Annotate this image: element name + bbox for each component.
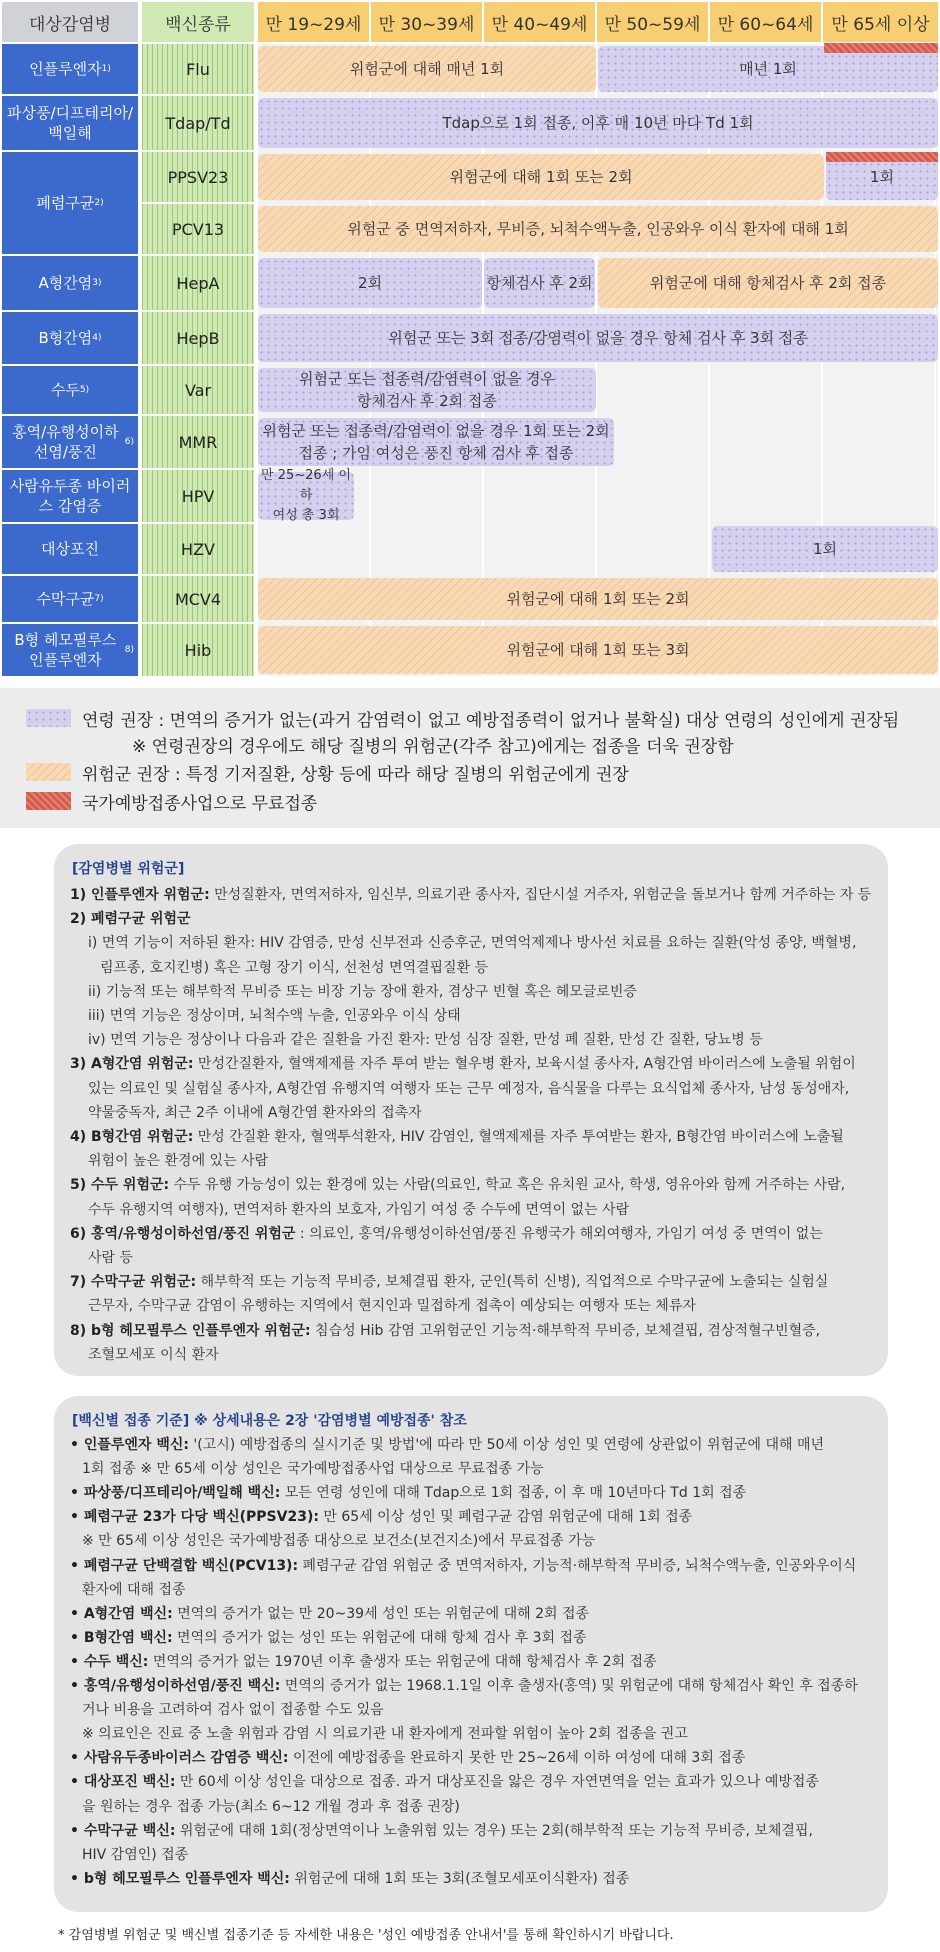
box2-line-label: • 수막구균 백신: — [70, 1822, 176, 1839]
box2-line — [82, 1530, 595, 1550]
box1-line-text: 조혈모세포 이식 환자 — [88, 1346, 219, 1363]
box1-line-text: 침습성 Hib 감염 고위험군인 기능적·해부학적 무비증, 보체결핍, 겸상적혈구빈혈증, — [310, 1322, 821, 1339]
box1-line — [100, 957, 488, 977]
box2-line-text: ※ 만 65세 이상 성인은 국가예방접종 대상으로 보건소(보건지소)에서 무료접종 가능 — [82, 1533, 596, 1550]
legend-free-text: 국가예방접종사업으로 무료접종 — [82, 794, 318, 814]
disease-varicella: 수두 5) — [2, 366, 138, 414]
box1-line-text: 근무자, 수막구균 감염이 유행하는 지역에서 현지인과 밀접하게 접촉이 예상되는 여행자 또는 체류자 — [88, 1298, 696, 1315]
box1-line — [70, 1053, 856, 1073]
bar-hib: 위험군에 대해 1회 또는 3회 — [258, 626, 938, 674]
disease-influenza: 인플루엔자 1) — [2, 44, 138, 94]
box2-line — [70, 1747, 745, 1767]
box2-line — [82, 1844, 188, 1864]
box1-line — [88, 1247, 133, 1267]
box2-line — [70, 1506, 692, 1526]
box2-line-text: 폐렴구균 감염 위험군 중 면역저하자, 기능적·해부학적 무비증, 뇌척수액누출, 인공와우이식 — [298, 1557, 857, 1574]
disease-hib: B형 헤모필루스 인플루엔자 8) — [2, 624, 138, 676]
box2-line-text: 위험군에 대해 1회(정상면역이나 노출위험 있는 경우) 또는 2회(해부학적 또는 기능적 무비증, 보체결핍, — [175, 1822, 813, 1839]
box2-line-label: • 인플루엔자 백신: — [70, 1437, 189, 1453]
box1-line-label: 7) 수막구균 위험군: — [70, 1274, 197, 1291]
bar-hzv: 1회 — [712, 526, 938, 572]
footnote: * 감염병별 위험군 및 백신별 접종기준 등 자세한 내용은 '성인 예방접종 안내서'를 통해 확인하시기 바랍니다. — [58, 1928, 674, 1943]
disease-tdap: 파상풍/디프테리아/백일해 — [2, 96, 138, 150]
bar-ppsv-age: 1회 — [826, 154, 938, 200]
header-age-50-59: 만 50~59세 — [597, 2, 708, 42]
legend-risk-swatch — [26, 763, 71, 781]
box1-line-text: iii) 면역 기능은 정상이며, 뇌척수액 누출, 인공와우 이식 상태 — [88, 1008, 461, 1024]
legend — [0, 688, 940, 828]
box1-line — [88, 1150, 268, 1170]
box2-line-text: ※ 의료인은 진료 중 노출 위험과 감염 시 의료기관 내 환자에게 전파할 위험이 높아 2회 접종을 권고 — [82, 1726, 688, 1743]
box1-line-text: 수두 유행 가능성이 있는 환경에 있는 사람(의료인, 학교 혹은 유치원 교사, 학생, 영유아와 함께 거주하는 사람, — [169, 1177, 846, 1194]
header-age-30-39: 만 30~39세 — [371, 2, 482, 42]
vaccine-hib: Hib — [142, 624, 254, 676]
box2-line-label: • B형간염 백신: — [70, 1629, 173, 1646]
box1-line — [70, 884, 871, 904]
vaccine-var: Var — [142, 366, 254, 414]
bar-hpv — [258, 468, 354, 523]
box2-line-label: • 수두 백신: — [70, 1653, 149, 1670]
vaccine-hpv: HPV — [142, 470, 254, 522]
header-disease: 대상감염병 — [2, 2, 138, 42]
box1-line — [88, 932, 856, 952]
box1-line — [70, 908, 191, 928]
bar-hepa-risk: 위험군에 대해 항체검사 후 2회 접종 — [598, 258, 938, 308]
box2-line-label: • 폐렴구균 단백결합 백신(PCV13): — [70, 1557, 299, 1574]
box1-line — [88, 1029, 763, 1049]
box1-line-text: iv) 면역 기능은 정상이나 다음과 같은 질환을 가진 환자: 만성 심장 질환, 만성 폐 질환, 만성 간 질환, 당뇨병 등 — [88, 1032, 763, 1049]
vaccine-criteria-note: ※ 상세내용은 2장 '감염병별 예방접종' 참조 — [189, 1413, 467, 1429]
box1-line-text: : 의료인, 홍역/유행성이하선염/풍진 유행국가 해외여행자, 가임기 여성 중 면역이 없는 — [295, 1225, 823, 1242]
box2-line — [70, 1434, 824, 1454]
box2-line-text: 환자에 대해 접종 — [82, 1581, 186, 1598]
vaccine-hepb: HepB — [142, 312, 254, 364]
box2-line-label: • 홍역/유행성이하선염/풍진 백신: — [70, 1678, 281, 1694]
vaccine-criteria-box — [54, 1396, 888, 1912]
legend-risk-text: 위험군 권장 : 특정 기저질환, 상황 등에 따라 해당 질병의 위험군에게 권장 — [82, 765, 629, 785]
box1-line-label: 6) 홍역/유행성이하선염/풍진 위험군 — [70, 1225, 296, 1242]
box2-line — [70, 1771, 819, 1791]
disease-pneumococcal: 폐렴구균 2) — [2, 152, 138, 254]
box1-line-text: 수두 유행지역 여행자), 면역저하 환자의 보호자, 가임기 여성 중 수두에 면역이 없는 사람 — [88, 1201, 630, 1218]
legend-age-swatch — [26, 709, 71, 727]
box1-line-text: 해부학적 또는 기능적 무비증, 보체결핍 환자, 군인(특히 신병), 직업적으로 수막구균에 노출되는 실험실 — [196, 1274, 829, 1291]
bar-flu-risk: 위험군에 대해 매년 1회 — [258, 46, 596, 92]
box1-line-label: 5) 수두 위험군: — [70, 1177, 170, 1194]
bar-hpv-line1: 만 25~26세 이하 — [261, 468, 351, 503]
box1-line-text: 사람 등 — [88, 1250, 134, 1266]
box1-line-text: 림프종, 호지킨병) 혹은 고형 장기 이식, 선천성 면역결핍질환 등 — [100, 959, 489, 976]
box2-line-label: • 파상풍/디프테리아/백일해 백신: — [70, 1485, 281, 1502]
bar-hepa-age: 2회 — [258, 258, 482, 308]
box2-line — [70, 1820, 813, 1840]
box2-line-label: • 사람유두종바이러스 감염증 백신: — [70, 1750, 289, 1767]
box2-line-text: 면역의 증거가 없는 성인 또는 위험군에 대해 항체 검사 후 3회 접종 — [172, 1629, 587, 1646]
disease-meningococcal: 수막구균 7) — [2, 576, 138, 622]
disease-mmr: 홍역/유행성이하선염/풍진 6) — [2, 416, 138, 468]
bar-pcv13: 위험군 중 면역저하자, 무비증, 뇌척수액누출, 인공와우 이식 환자에 대해 1회 — [258, 206, 938, 252]
box2-line-text: HIV 감염인) 접종 — [82, 1846, 189, 1863]
legend-age-text: 연령 권장 : 면역의 증거가 없는(과거 감염력이 없고 예방접종력이 없거나 불확실) 대상 연령의 성인에게 권장됨 — [82, 711, 900, 731]
box2-line — [70, 1603, 589, 1623]
vaccine-hepa: HepA — [142, 256, 254, 310]
box2-line-label: • A형간염 백신: — [70, 1605, 173, 1622]
disease-hpv: 사람유두종 바이러스 감염증 — [2, 470, 138, 522]
box2-line-text: 면역의 증거가 없는 만 20~39세 성인 또는 위험군에 대해 2회 접종 — [172, 1605, 590, 1622]
vaccine-pcv13: PCV13 — [142, 204, 254, 254]
box1-line — [88, 1295, 696, 1315]
box2-line-text: 면역의 증거가 없는 1968.1.1일 이후 출생자(홍역) 및 위험군에 대해 항체검사 확인 후 접종하 — [280, 1678, 858, 1694]
bar-ppsv-risk: 위험군에 대해 1회 또는 2회 — [258, 154, 824, 200]
header-age-65-plus: 만 65세 이상 — [823, 2, 938, 42]
box2-line-text: 만 65세 이상 성인 및 폐렴구균 감염 위험군에 대해 1회 접종 — [318, 1509, 693, 1526]
box2-line — [70, 1651, 657, 1671]
box1-line-label: 1) 인플루엔자 위험군: — [70, 887, 210, 903]
header-age-60-64: 만 60~64세 — [710, 2, 821, 42]
bar-varicella-line1: 위험군 또는 접종력/감염력이 없을 경우 — [299, 370, 555, 388]
box1-line — [70, 1174, 845, 1194]
box1-line-text: ii) 기능적 또는 해부학적 무비증 또는 비장 기능 장애 환자, 겸상구 빈혈 혹은 헤모글로빈증 — [88, 983, 637, 1000]
box2-line — [70, 1555, 856, 1575]
header-age-19-29: 만 19~29세 — [258, 2, 369, 42]
box1-line-label: 3) A형간염 위험군: — [70, 1056, 194, 1073]
box2-line-text: 면역의 증거가 없는 1970년 이후 출생자 또는 위험군에 대해 항체검사 후 2회 접종 — [148, 1653, 657, 1670]
box2-line-text: 1회 접종 ※ 만 65세 이상 성인은 국가예방접종사업 대상으로 무료접종 가능 — [82, 1461, 544, 1478]
bar-flu-age: 매년 1회 — [598, 46, 938, 92]
ppsv-free-marker — [826, 152, 938, 162]
box2-line-text: 이전에 예방접종을 완료하지 못한 만 25~26세 이하 여성에 대해 3회 접종 — [288, 1750, 746, 1767]
box1-line-text: 만성간질환자, 혈액제제를 자주 투여 받는 혈우병 환자, 보육시설 종사자, A형간염 바이러스에 노출될 위험이 — [193, 1056, 856, 1073]
bar-mcv4: 위험군에 대해 1회 또는 2회 — [258, 578, 938, 620]
box1-line — [70, 1126, 844, 1146]
bar-varicella-line2: 항체검사 후 2회 접종 — [357, 392, 497, 410]
vaccine-flu: Flu — [142, 44, 254, 94]
box1-line-text: i) 면역 기능이 저하된 환자: HIV 감염증, 만성 신부전과 신증후군, 면역억제제나 방사선 치료를 요하는 질환(악성 종양, 백혈병, — [88, 935, 857, 952]
box1-line-label: 8) b형 헤모필루스 인플루엔자 위험군: — [70, 1322, 311, 1339]
box2-line — [82, 1579, 186, 1599]
risk-group-title: [감염병별 위험군] — [72, 861, 185, 877]
box2-line-text: 을 원하는 경우 접종 가능(최소 6~12 개월 경과 후 접종 권장) — [82, 1798, 460, 1815]
box1-line-label: 2) 폐렴구균 위험군 — [70, 911, 191, 928]
risk-group-box — [54, 844, 888, 1376]
vaccine-tdap: Tdap/Td — [142, 96, 254, 150]
box2-line — [82, 1796, 460, 1816]
bar-mmr — [258, 418, 614, 466]
vaccination-schedule-table — [0, 0, 940, 676]
box2-line-text: 위험군에 대해 1회 또는 3회(조혈모세포이식환자) 접종 — [289, 1870, 630, 1887]
bar-mmr-line2: 접종 ; 가임 여성은 풍진 항체 검사 후 접종 — [298, 444, 574, 462]
box1-line-text: 만성질환자, 면역저하자, 임신부, 의료기관 종사자, 집단시설 거주자, 위험군을 돌보거나 함께 거주하는 자 등 — [209, 887, 872, 903]
box1-line — [70, 1223, 823, 1243]
box2-line — [82, 1723, 688, 1743]
box1-line — [88, 1102, 422, 1122]
header-age-40-49: 만 40~49세 — [484, 2, 595, 42]
box2-line — [70, 1627, 587, 1647]
flu-free-marker — [824, 43, 938, 53]
disease-hepatitis-b: B형간염 4) — [2, 312, 138, 364]
box2-line-text: 거나 비용을 고려하여 검사 없이 접종할 수도 있음 — [82, 1702, 384, 1719]
box2-line — [70, 1675, 858, 1695]
bar-hepa-antibody: 항체검사 후 2회 — [484, 258, 595, 308]
box2-line — [70, 1482, 746, 1502]
vaccine-criteria-title: [백신별 접종 기준] — [72, 1413, 190, 1429]
box1-line — [88, 1199, 629, 1219]
bar-varicella — [258, 368, 596, 412]
vaccine-mcv4: MCV4 — [142, 576, 254, 622]
box2-line-label: • b형 헤모필루스 인플루엔자 백신: — [70, 1870, 290, 1887]
box1-line-label: 4) B형간염 위험군: — [70, 1129, 194, 1145]
legend-free-swatch — [26, 792, 71, 810]
vaccine-criteria-heading — [72, 1410, 467, 1430]
box1-line-text: 위험이 높은 환경에 있는 사람 — [88, 1153, 269, 1170]
box1-line — [70, 1320, 820, 1340]
box1-line-text: 약물중독자, 최근 2주 이내에 A형간염 환자와의 접촉자 — [88, 1104, 422, 1121]
bar-hepb: 위험군 또는 3회 접종/감염력이 없을 경우 항체 검사 후 3회 접종 — [258, 314, 938, 362]
disease-hepatitis-a: A형간염 3) — [2, 256, 138, 310]
box2-line — [70, 1868, 629, 1888]
box1-line — [88, 1005, 461, 1025]
box2-line-text: '(고시) 예방접종의 실시기준 및 방법'에 따라 만 50세 이상 성인 및 연령에 상관없이 위험군에 대해 매년 — [188, 1437, 825, 1453]
box2-line-text: 만 60세 이상 성인을 대상으로 접종. 과거 대상포진을 앓은 경우 자연면역을 얻는 효과가 있으나 예방접종 — [175, 1774, 819, 1791]
box2-line-text: 모든 연령 성인에 대해 Tdap으로 1회 접종, 이 후 매 10년마다 Td 1회 접종 — [280, 1485, 747, 1502]
box1-line-text: 만성 간질환 환자, 혈액투석환자, HIV 감염인, 혈액제제를 자주 투여받는 환자, B형간염 바이러스에 노출될 — [193, 1129, 844, 1145]
vaccine-mmr: MMR — [142, 416, 254, 468]
bar-mmr-line1: 위험군 또는 접종력/감염력이 없을 경우 1회 또는 2회 — [262, 422, 610, 440]
box1-line — [70, 1271, 828, 1291]
legend-age-note: ※ 연령권장의 경우에도 해당 질병의 위험군(각주 참고)에게는 접종을 더욱 권장함 — [132, 737, 734, 757]
box1-line — [88, 1078, 849, 1098]
box2-line — [82, 1699, 384, 1719]
bar-tdap: Tdap으로 1회 접종, 이후 매 10년 마다 Td 1회 — [258, 98, 938, 148]
box1-line — [88, 1344, 219, 1364]
box1-line-text: 있는 의료인 및 실험실 종사자, A형간염 유행지역 여행자 또는 근무 예정자, 음식물을 다루는 요식업체 종사자, 남성 동성애자, — [88, 1080, 850, 1097]
bar-hpv-line2: 여성 총 3회 — [272, 508, 340, 523]
disease-herpes-zoster: 대상포진 — [2, 524, 138, 574]
box2-line — [82, 1458, 544, 1478]
vaccine-ppsv23: PPSV23 — [142, 152, 254, 202]
vaccine-hzv: HZV — [142, 524, 254, 574]
box2-line-label: • 폐렴구균 23가 다당 백신(PPSV23): — [70, 1509, 319, 1526]
box2-line-label: • 대상포진 백신: — [70, 1774, 176, 1791]
header-vaccine: 백신종류 — [142, 2, 254, 42]
box1-line — [88, 981, 637, 1001]
